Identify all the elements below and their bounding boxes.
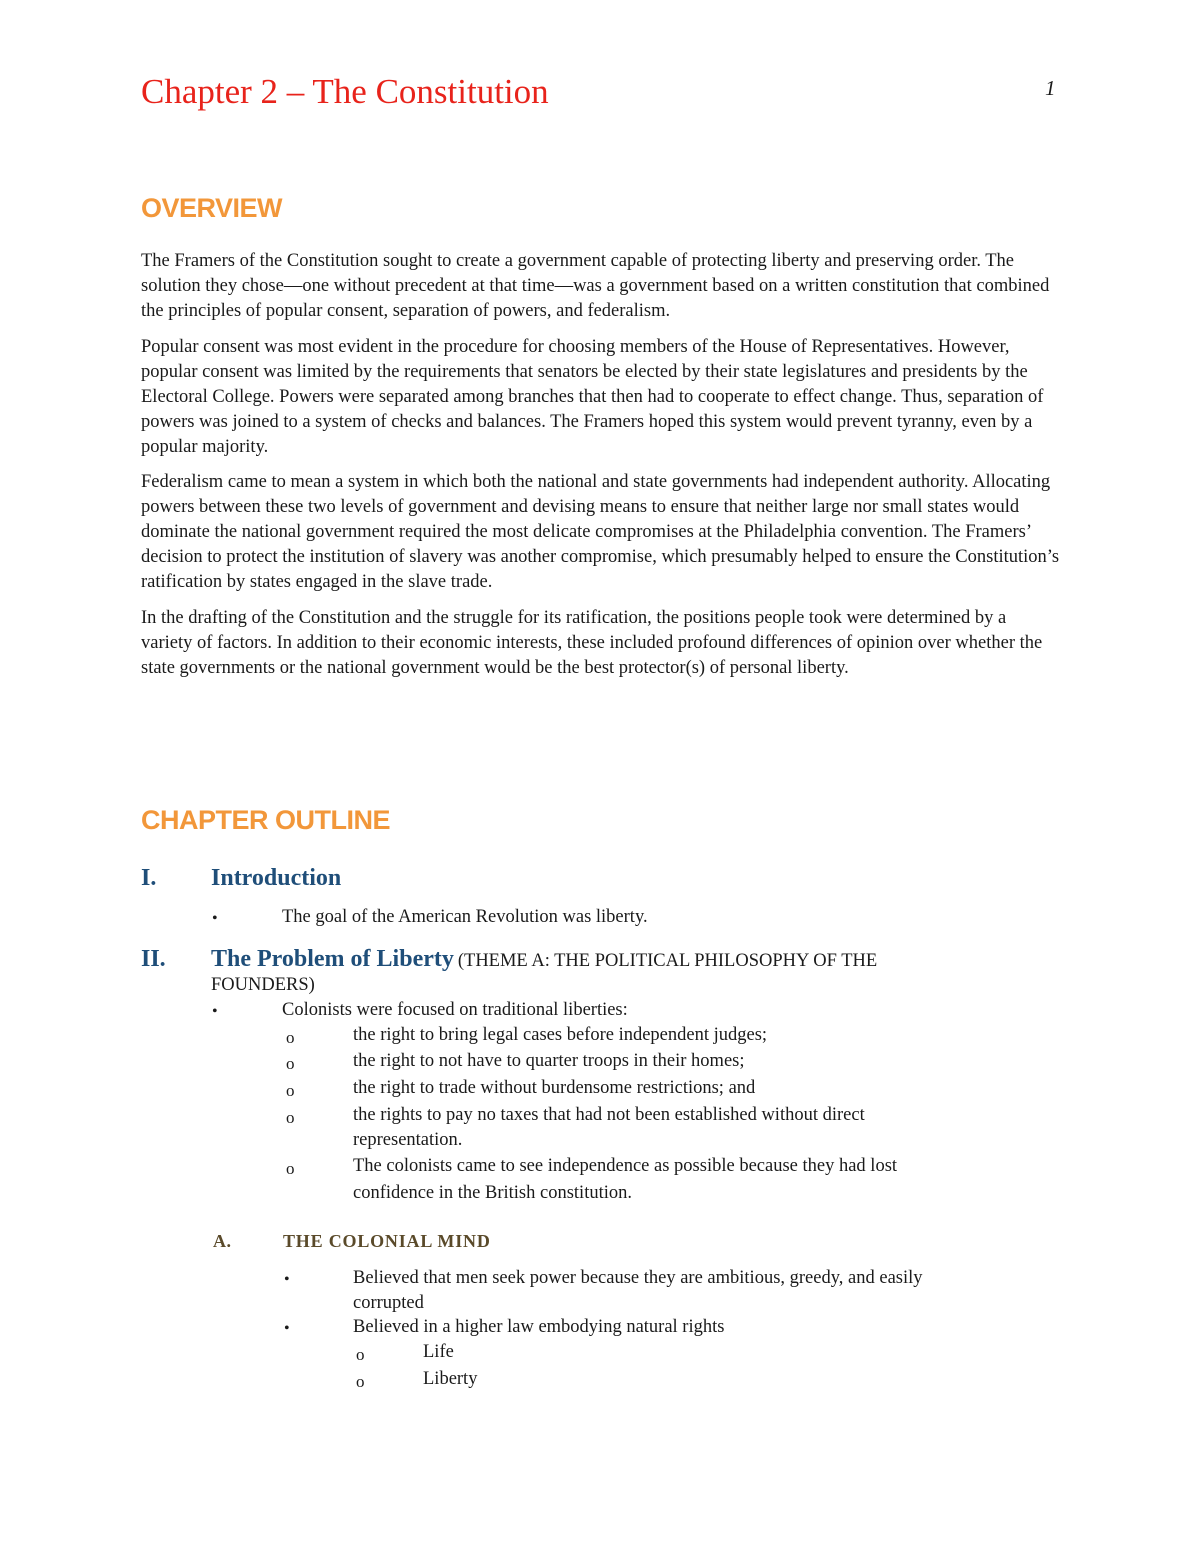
theme-note: (THEME A: THE POLITICAL PHILOSOPHY OF THE (457, 951, 878, 971)
outline-section-title: Introduction (211, 865, 342, 891)
page-number: 1 (1045, 76, 1056, 100)
sub-list-item: Life (423, 1342, 454, 1362)
bullet-glyph: • (212, 910, 218, 927)
sub-bullet-glyph: o (356, 1345, 365, 1364)
sub-bullet-glyph: o (286, 1081, 295, 1100)
outline-section-introduction (141, 864, 341, 895)
theme-note-continued: FOUNDERS) (211, 975, 315, 995)
sub-list-item-continued: representation. (353, 1130, 463, 1150)
sub-bullet-glyph: o (286, 1054, 295, 1073)
bullet-glyph: • (284, 1320, 290, 1337)
sub-list-item: the right to bring legal cases before independent judges; (353, 1025, 768, 1045)
sub-list-item: The colonists came to see independence as possible because they had lost (353, 1156, 898, 1176)
subsection-colonial-mind (213, 1229, 491, 1255)
overview-paragraph: The Framers of the Constitution sought to create a government capable of protecting liberty and preserving order. The solution they chose—one without precedent at that time—was a government based on a written constitution that combined the principles of popular consent, separation of powers, and federalism. (141, 251, 1050, 321)
list-item: The goal of the American Revolution was liberty. (282, 907, 648, 927)
subsection-letter: A. (213, 1231, 232, 1251)
overview-paragraph: In the drafting of the Constitution and the struggle for its ratification, the positions people took were determined by a variety of factors. In addition to their economic interests, these included profound differences of opinion over whether the state governments or the national government would be the best protector(s) of personal liberty. (141, 607, 1043, 678)
sub-bullet-glyph: o (286, 1028, 295, 1047)
sub-list-item: the rights to pay no taxes that had not been established without direct (353, 1105, 865, 1125)
sub-list-item-continued: confidence in the British constitution. (353, 1183, 632, 1203)
outline-section-problem-of-liberty (141, 945, 877, 976)
sub-bullet-glyph: o (286, 1108, 295, 1127)
outline-section-title: The Problem of Liberty (211, 946, 454, 972)
sub-bullet-glyph: o (356, 1372, 365, 1391)
chapter-title: Chapter 2 – The Constitution (141, 72, 549, 111)
sub-list-item: Liberty (423, 1369, 478, 1389)
overview-body (141, 249, 1061, 691)
overview-paragraph: Federalism came to mean a system in which both the national and state governments had independent authority. Allocating powers between these two levels of government and devising means to ensure that neither large nor small states would dominate the national government required the most delicate compromises at the Philadelphia convention. The Framers’ decision to protect the institution of slavery was another compromise, which presumably helped to ensure the Constitution’s ratification by states engaged in the slave trade. (141, 472, 1060, 592)
list-item: Colonists were focused on traditional liberties: (282, 1000, 628, 1020)
sub-bullet-glyph: o (286, 1159, 295, 1178)
subsection-title: THE COLONIAL MIND (283, 1231, 491, 1251)
overview-heading: OVERVIEW (141, 193, 283, 223)
chapter-outline-heading: CHAPTER OUTLINE (141, 805, 390, 835)
outline-numeral: I. (141, 865, 157, 891)
overview-paragraph: Popular consent was most evident in the procedure for choosing members of the House of Representatives. However, popular consent was limited by the requirements that senators be elected by their state legislatures and presidents by the Electoral College. Powers were separated among branches that then had to cooperate to effect change. Thus, separation of powers was joined to a system of checks and balances. The Framers hoped this system would prevent tyranny, even by a popular majority. (141, 336, 1044, 457)
sub-list-item: the right to not have to quarter troops in their homes; (353, 1051, 745, 1071)
list-item: Believed that men seek power because they are ambitious, greedy, and easily (353, 1268, 923, 1288)
list-item: Believed in a higher law embodying natural rights (353, 1317, 725, 1337)
outline-numeral: II. (141, 946, 166, 972)
bullet-glyph: • (212, 1003, 218, 1020)
sub-list-item: the right to trade without burdensome restrictions; and (353, 1078, 756, 1098)
list-item-continued: corrupted (353, 1293, 424, 1313)
bullet-glyph: • (284, 1271, 290, 1288)
